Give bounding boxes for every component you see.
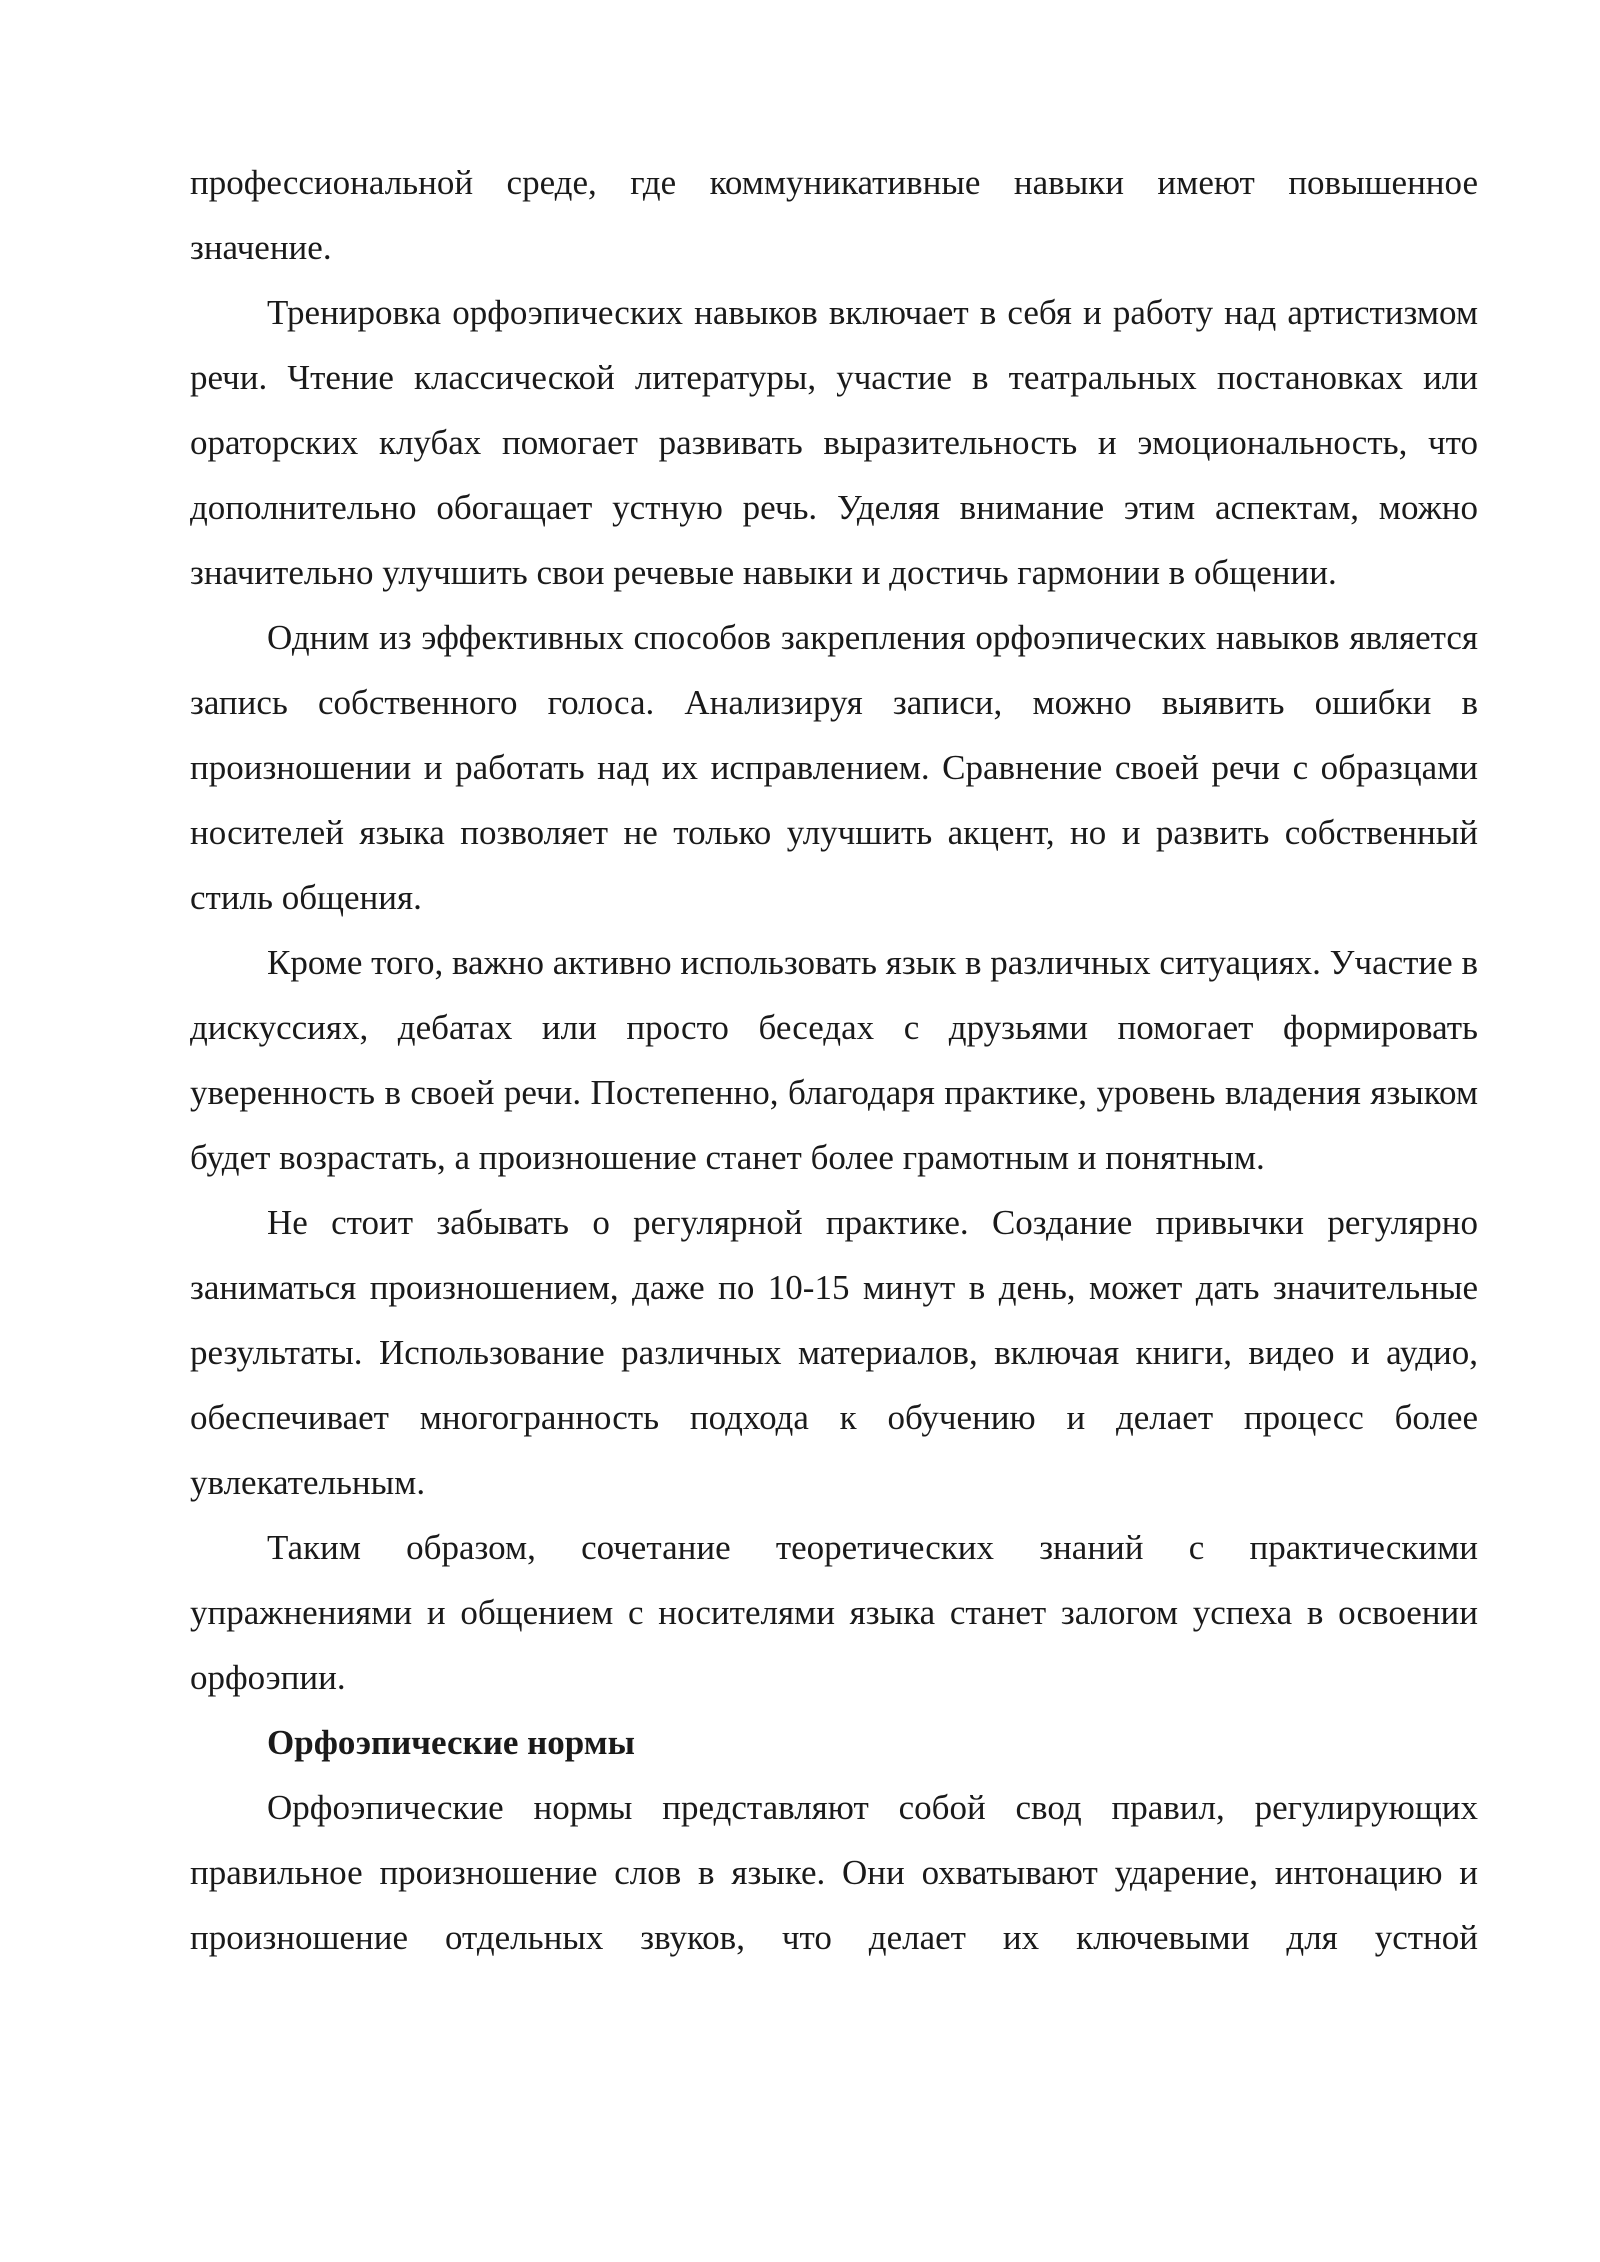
- paragraph-training: Тренировка орфоэпических навыков включает в себя и работу над артистизмом речи. Чтение классической литературы, участие в театральных постановках или ораторских клубах помогает развивать выразительность и эмоциональность, что дополнительно обогащает устную речь. Уделяя внимание этим аспектам, можно значительно улучшить свои речевые навыки и достичь гармонии в общении.: [190, 293, 1478, 592]
- paragraph-voice-recording: Одним из эффективных способов закрепления орфоэпических навыков является запись собственного голоса. Анализируя записи, можно выявить ошибки в произношении и работать над их исправлением. Сравнение своей речи с образцами носителей языка позволяет не только улучшить акцент, но и развить собственный стиль общения.: [190, 618, 1478, 917]
- paragraph-orthoepic-norms: Орфоэпические нормы представляют собой свод правил, регулирующих правильное произношение слов в языке. Они охватывают ударение, интонацию и произношение отдельных звуков, что делает их ключевыми для устной: [190, 1788, 1478, 1957]
- text-body: [190, 150, 1478, 1970]
- paragraph-continuation: профессиональной среде, где коммуникативные навыки имеют повышенное значение.: [190, 163, 1478, 267]
- paragraph-conclusion: Таким образом, сочетание теоретических знаний с практическими упражнениями и общением с носителями языка станет залогом успеха в освоении орфоэпии.: [190, 1528, 1478, 1697]
- section-heading: Орфоэпические нормы: [267, 1723, 635, 1762]
- paragraph-active-usage: Кроме того, важно активно использовать язык в различных ситуациях. Участие в дискуссиях, дебатах или просто беседах с друзьями помогает формировать уверенность в своей речи. Постепенно, благодаря практике, уровень владения языком будет возрастать, а произношение станет более грамотным и понятным.: [190, 943, 1478, 1177]
- paragraph-regular-practice: Не стоит забывать о регулярной практике. Создание привычки регулярно заниматься произношением, даже по 10-15 минут в день, может дать значительные результаты. Использование различных материалов, включая книги, видео и аудио, обеспечивает многогранность подхода к обучению и делает процесс более увлекательным.: [190, 1203, 1478, 1502]
